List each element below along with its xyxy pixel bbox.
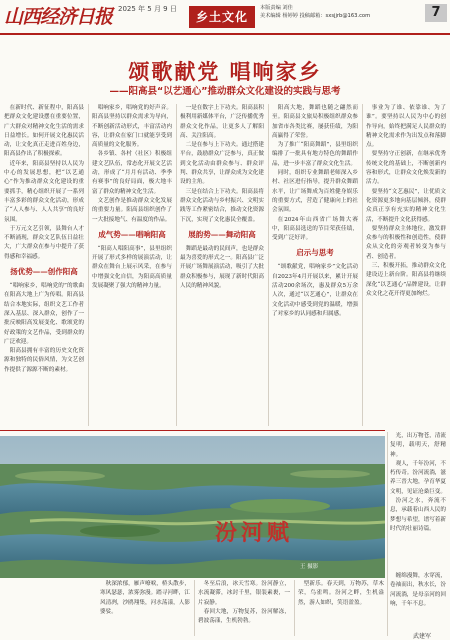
article-subheadline: ——阳高县“以艺通心”推动群众文化建设的实践与思考 <box>109 86 341 97</box>
paragraph: 二是在参与上下功夫。通过搭建平台，鼓励群众广泛参与，真正做到文化活动由群众参与、群众评判、群众共享，让群众成为文化建设的主角。 <box>180 142 264 186</box>
page-number: 7 <box>425 4 447 22</box>
article1-column-5-continued <box>390 432 446 570</box>
paragraph: “颂歌献党，唱响家乡”文化活动自2023年4月开展以来，累计开展活动200余场次，惠及群众5万余人次，通过“以艺通心”，让群众在文化活动中感受到党的温暖，增强了对家乡的认同感和归属感。 <box>272 264 358 317</box>
paragraph: 要坚持群众主体地位，激发群众参与的积极性和创造性，使群众从文化的旁观者转变为参与者、创造者。 <box>366 225 446 260</box>
photo-credit: 王 摄影 <box>300 564 319 570</box>
column-divider <box>387 432 388 636</box>
paragraph: “阳高人唱阳高事”，县里组织开展了形式多样的展演活动，让群众在舞台上展示风采，在参与中增强文化自信，为阳高高质量发展凝聚了强大的精神力量。 <box>92 245 172 290</box>
paragraph: 光，出万物苍，清流复明，载明天，舒精神。 <box>390 433 446 458</box>
paragraph: 事业为了谁、依靠谁、为了谁”。要坚持以人民为中心的创作导向，始终把满足人民群众的精神文化需求作为出发点和落脚点。 <box>366 105 446 149</box>
section-label-box <box>189 6 255 28</box>
paragraph: 在新时代、新征程中，阳高县把群众文化建设摆在重要位置，广大群众对精神文化生活的需求日益增长。如何开展文化惠民活动，让文化真正走进百姓身边，阳高县作出了积极探索。 <box>4 105 84 158</box>
column-divider <box>294 580 295 636</box>
column-divider <box>194 580 195 636</box>
editor-info <box>260 5 370 20</box>
article1-column-1 <box>4 104 84 426</box>
masthead-rule <box>0 33 450 35</box>
article2-column-4 <box>390 572 446 630</box>
paragraph: 要坚持守正创新，在继承优秀传统文化的基础上，不断创新内容和形式，让群众文化焕发新的活力。 <box>366 151 446 186</box>
paragraph: 为了推广“阳高舞蹈”，县里组织编排了一批具有地方特色的舞蹈作品，进一步丰富了群众文化生活。 <box>272 142 358 167</box>
section-heading: 展韵势——舞动阳高 <box>188 229 256 239</box>
article2-column-1 <box>100 580 190 636</box>
section-heading: 扬优势——创作阳高 <box>10 267 78 277</box>
column-divider <box>88 104 89 426</box>
editor-contact-line: 美术编辑 杨婷婷 投稿邮箱：sxsjjrb@163.com <box>260 12 371 19</box>
article2-author: 武建军 <box>413 633 432 640</box>
article2-column-2 <box>198 580 290 636</box>
newspaper-logo: 山西经济日报 <box>4 6 113 28</box>
article-headline: 颂歌献党 唱响家乡 <box>128 60 322 84</box>
paragraph: 阳高大地，舞蹈也随之翩然而至。阳高县文旅局积极组织群众参加省市各类比赛，屡获佳绩，为阳高赢得了荣誉。 <box>272 105 358 139</box>
paragraph: 汾河之水，奔流不息，承载着山西人民的梦想与希望，谱写着新时代的壮丽诗篇。 <box>390 498 446 532</box>
article1-column-4 <box>272 104 358 426</box>
paragraph: 观人，千年汾河，不朽传奇。汾河流淌，滋养三晋大地，孕育华夏文明，见证沧桑巨变。 <box>390 460 446 495</box>
paragraph: 型新乐。春天到，万物苏，草木荣，鸟雀鸣。汾河之畔，生机盎然，游人如织，笑语盈盈。 <box>298 581 384 606</box>
paragraph: 近年来，阳高县坚持以人民为中心的发展思想，把“以艺通心”作为推动群众文化建设的重要抓手，精心组织开展了一系列丰富多彩的群众文化活动，形成了“人人参与、人人共享”的良好氛围。 <box>4 160 84 223</box>
paragraph: 秋深浓郁，雁声嘹唳，桥头散步，寒风瑟瑟，浓雾弥漫。踏寻河畔，江风清冽，沙鸥翔集，河水荡漾，人影婆娑。 <box>100 581 190 615</box>
article1-column-3 <box>180 104 264 426</box>
paragraph: 要坚持“文艺惠民”，让优质文化资源更多地向基层倾斜，使群众真正享有充实的精神文化生活，不断提升文化获得感。 <box>366 188 446 223</box>
section-heading: 启示与思考 <box>296 248 334 258</box>
issue-date: 2025 年 5 月 9 日 <box>118 5 177 13</box>
paragraph: 阳高县拥有丰富的历史文化资源和独特的民俗风情，为文艺创作提供了源源不断的素材。 <box>4 348 84 373</box>
editor-line: 本版责编 刘佳 <box>260 5 293 11</box>
paragraph: 唱响家乡，唱响党的好声音。阳高县坚持以群众需求为导向，不断创新活动形式，丰富活动内容，让群众在家门口就能享受到高质量的文化服务。 <box>92 105 172 149</box>
paragraph: 文艺创作是推动群众文化发展的重要力量。阳高县组织创作了一大批接地气、有温度的作品。 <box>92 197 172 223</box>
paragraph: 舞蹈是最动的民间声，也是群众最为喜爱的形式之一。阳高县广泛开展广场舞展演活动，吸引了大批群众积极参与，展现了新时代阳高人民的精神风貌。 <box>180 245 264 290</box>
column-divider <box>176 104 177 426</box>
masthead <box>0 0 450 36</box>
paragraph: 三、积极开拓，推动群众文化建设迈上新台阶。阳高县将继续深化“以艺通心”品牌建设，让群众文化之花开得更加绚烂。 <box>366 263 446 297</box>
article2-title: 汾河赋 <box>215 521 294 546</box>
paragraph: 同时，组织专业舞蹈老师深入乡村、社区进行指导，提升群众舞蹈水平，让广场舞成为百姓健身娱乐的重要方式，营造了健康向上的社会氛围。 <box>272 170 358 214</box>
paragraph: 于万元文艺引领，县舞台人才不断涌现，群众文艺队伍日益壮大，广大群众在参与中提升了获得感和幸福感。 <box>4 225 84 260</box>
paragraph: 春回大地，万物复苏，汾河解冻，碧波荡漾，生机勃勃。 <box>198 608 290 625</box>
paragraph: 缠绵漫舞，水穿流，卷袖而出，秋水长，汾河流淌，是母亲河的回响，千年不息。 <box>390 573 446 607</box>
article-separator <box>0 430 385 431</box>
paragraph: 各乡镇、各村（社区）积极组建文艺队伍，常态化开展文艺活动，形成了“月月有活动、季季有赛事”的良好局面，极大地丰富了群众的精神文化生活。 <box>92 151 172 195</box>
river-landscape-image <box>0 436 385 578</box>
column-divider <box>268 104 269 426</box>
column-divider <box>362 104 363 426</box>
article1-column-2 <box>92 104 172 426</box>
river-photo <box>0 436 385 578</box>
paragraph: 冬至后浪，冰天雪寒。汾河静立，水流凝滞，冰封千里，银装素裹，一片寂静。 <box>198 581 290 606</box>
paragraph: 一是在数字上下功夫。阳高县积极利用新媒体平台，广泛传播优秀群众文化作品，让更多人了解阳高、关注阳高。 <box>180 105 264 139</box>
paragraph: 三是在结合上下功夫。阳高县将群众文化活动与乡村振兴、文明实践等工作紧密结合，推动文化资源下沉，实现了文化惠民全覆盖。 <box>180 188 264 223</box>
article2-column-3 <box>298 580 384 636</box>
section-label: 乡土文化 <box>195 10 248 24</box>
paragraph: 在2024年山西省广场舞大赛中，阳高县选送的节目荣获佳绩，受到广泛好评。 <box>272 216 358 242</box>
section-heading: 成气势——唱响阳高 <box>98 229 166 239</box>
paragraph: “唱响家乡，唱响党的”的歌曲在阳高大地上广为传唱。阳高县结合本地实际，组织文艺工作者深入基层、深入群众，创作了一批反映阳高发展变化、歌颂党的好政策的文艺作品，受到群众的广泛欢迎。 <box>4 283 84 345</box>
article1-column-5 <box>366 104 446 426</box>
